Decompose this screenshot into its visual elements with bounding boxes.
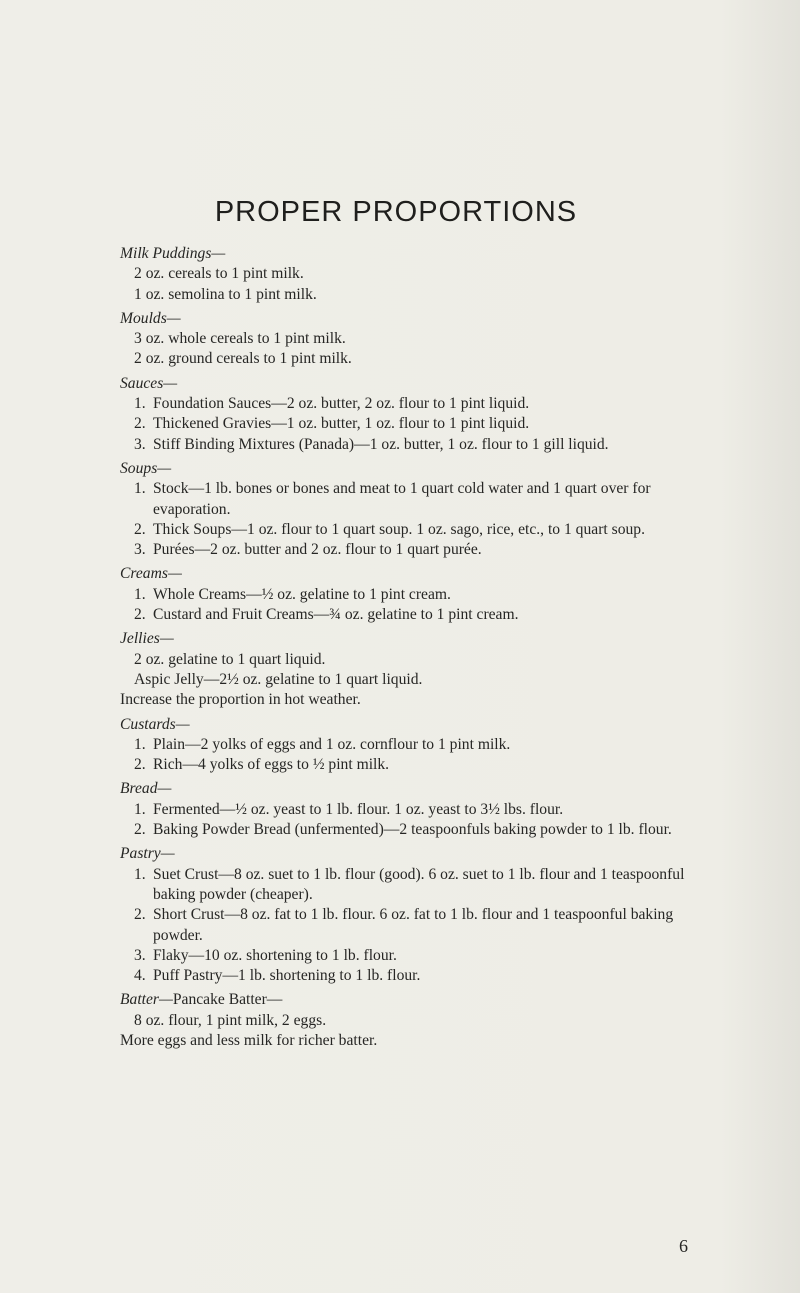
item-number: 4. (134, 967, 146, 985)
item-number: 2. (134, 906, 146, 924)
section-milk-puddings (120, 244, 690, 305)
section-creams (120, 564, 690, 625)
list-item: 3 oz. whole cereals to 1 pint milk. (134, 330, 346, 348)
list-item (120, 905, 690, 946)
section-moulds (120, 309, 690, 370)
item-number: 1. (134, 480, 146, 498)
item-number: 1. (134, 395, 146, 413)
item-text: Rich—4 yolks of eggs to ½ pint milk. (153, 756, 390, 774)
section-batter (120, 990, 690, 1051)
list-item (120, 605, 690, 625)
list-item (120, 520, 690, 540)
item-text: Thickened Gravies—1 oz. butter, 1 oz. flour to 1 pint liquid. (153, 415, 530, 433)
item-number: 1. (134, 735, 146, 753)
list-item (120, 585, 690, 605)
list-item: 2 oz. cereals to 1 pint milk. (134, 265, 304, 283)
section-heading: Sauces— (120, 374, 178, 392)
list-item: 1 oz. semolina to 1 pint milk. (134, 285, 317, 303)
section-heading: Moulds— (120, 309, 181, 327)
item-text: Short Crust—8 oz. fat to 1 lb. flour. 6 oz. fat to 1 lb. flour and 1 teaspoonful baking powder. (153, 906, 674, 944)
section-heading: Pastry— (120, 845, 175, 863)
item-text: Puff Pastry—1 lb. shortening to 1 lb. flour. (153, 967, 421, 985)
section-heading: Batter— (120, 991, 173, 1009)
section-soups (120, 459, 690, 560)
list-item (120, 800, 690, 820)
item-text: Thick Soups—1 oz. flour to 1 quart soup. 1 oz. sago, rice, etc., to 1 quart soup. (153, 520, 645, 538)
item-text: Plain—2 yolks of eggs and 1 oz. cornflour to 1 pint milk. (153, 735, 511, 753)
item-text: Suet Crust—8 oz. suet to 1 lb. flour (good). 6 oz. suet to 1 lb. flour and 1 teaspoonful baking powder (cheaper). (153, 865, 685, 903)
list-item (120, 820, 690, 840)
section-jellies (120, 629, 690, 710)
list-item: 2 oz. gelatine to 1 quart liquid. (134, 650, 326, 668)
list-item: 8 oz. flour, 1 pint milk, 2 eggs. (134, 1011, 327, 1029)
section-heading: Creams— (120, 565, 182, 583)
list-item (120, 946, 690, 966)
section-bread (120, 779, 690, 840)
page-title: PROPER PROPORTIONS (214, 196, 578, 228)
item-number: 2. (134, 821, 146, 839)
item-text: Flaky—10 oz. shortening to 1 lb. flour. (153, 946, 397, 964)
item-number: 3. (134, 435, 146, 453)
item-text: Stock—1 lb. bones or bones and meat to 1 quart cold water and 1 quart over for evaporation. (153, 480, 651, 518)
section-heading: Custards— (120, 715, 190, 733)
page-number: 6 (679, 1236, 688, 1256)
list-item (120, 414, 690, 434)
item-text: Baking Powder Bread (unfermented)—2 teaspoonfuls baking powder to 1 lb. flour. (153, 821, 672, 839)
item-number: 3. (134, 541, 146, 559)
item-number: 2. (134, 415, 146, 433)
item-text: Custard and Fruit Creams—¾ oz. gelatine to 1 pint cream. (153, 606, 519, 624)
section-heading: Bread— (120, 780, 172, 798)
item-text: Foundation Sauces—2 oz. butter, 2 oz. flour to 1 pint liquid. (153, 395, 530, 413)
item-number: 1. (134, 865, 146, 883)
list-item: 2 oz. ground cereals to 1 pint milk. (134, 350, 352, 368)
item-number: 1. (134, 800, 146, 818)
list-item (120, 735, 690, 755)
item-text: Purées—2 oz. butter and 2 oz. flour to 1 quart purée. (153, 541, 482, 559)
item-number: 3. (134, 946, 146, 964)
list-item (120, 435, 690, 455)
item-number: 2. (134, 756, 146, 774)
list-item (120, 394, 690, 414)
section-custards (120, 715, 690, 776)
item-text: Stiff Binding Mixtures (Panada)—1 oz. butter, 1 oz. flour to 1 gill liquid. (153, 435, 609, 453)
item-number: 2. (134, 606, 146, 624)
list-item: Aspic Jelly—2½ oz. gelatine to 1 quart liquid. (134, 670, 423, 688)
section-heading: Jellies— (120, 630, 174, 648)
list-item (120, 479, 690, 520)
section-note: Increase the proportion in hot weather. (120, 691, 361, 709)
item-number: 1. (134, 585, 146, 603)
section-note: More eggs and less milk for richer batter. (120, 1031, 378, 1049)
section-heading: Soups— (120, 459, 172, 477)
section-sauces (120, 374, 690, 455)
list-item (120, 865, 690, 906)
item-text: Fermented—½ oz. yeast to 1 lb. flour. 1 oz. yeast to 3½ lbs. flour. (153, 800, 564, 818)
list-item (120, 755, 690, 775)
list-item (120, 540, 690, 560)
list-item (120, 966, 690, 986)
item-number: 2. (134, 520, 146, 538)
section-pastry (120, 844, 690, 986)
batter-label: Pancake Batter— (172, 991, 283, 1009)
section-heading: Milk Puddings— (120, 245, 226, 262)
proportions-list (120, 244, 690, 1055)
item-text: Whole Creams—½ oz. gelatine to 1 pint cream. (153, 585, 451, 603)
